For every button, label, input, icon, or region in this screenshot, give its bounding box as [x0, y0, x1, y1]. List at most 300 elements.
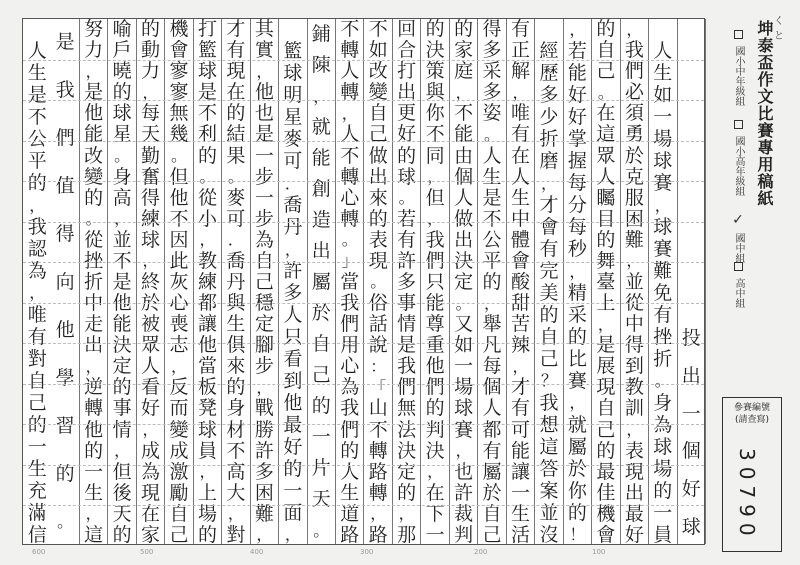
essay-char: 定	[397, 460, 417, 483]
essay-char: 如	[454, 334, 474, 357]
essay-char: 變	[368, 81, 388, 104]
essay-char: 。	[455, 293, 472, 313]
essay-char: ，	[199, 462, 216, 482]
essay-char: 己	[169, 523, 189, 546]
essay-char: 喻	[112, 18, 132, 41]
essay-char: 但	[425, 186, 445, 209]
essay-char: 能	[84, 123, 104, 146]
essay-char: 他	[84, 102, 104, 125]
essay-char: 力	[141, 60, 161, 83]
writing-grid	[22, 18, 705, 545]
essay-char: 多	[482, 81, 502, 104]
grid-row-line	[23, 505, 704, 506]
essay-char: 出	[311, 240, 331, 262]
essay-char: 表	[368, 228, 388, 251]
essay-char: 對	[226, 523, 246, 546]
essay-char: 的	[340, 439, 360, 462]
essay-char: 面	[283, 501, 303, 524]
essay-char: 一	[653, 106, 673, 129]
essay-char: 的	[112, 376, 132, 399]
essay-char: 現	[141, 481, 161, 504]
tick-label: 300	[360, 548, 374, 556]
essay-char: 做	[368, 144, 388, 167]
essay-char: 屬	[311, 271, 331, 293]
essay-char: 多	[397, 270, 417, 293]
essay-char: 個	[681, 440, 701, 463]
essay-char: 陳	[311, 54, 331, 76]
essay-char: 讓	[511, 460, 531, 483]
essay-char: ，	[29, 195, 46, 215]
essay-char: 決	[425, 439, 445, 462]
essay-char: 許	[254, 439, 274, 462]
essay-char: 的	[27, 413, 47, 436]
essay-char: 有	[226, 39, 246, 62]
essay-char: 出	[368, 165, 388, 188]
essay-char: 有	[397, 228, 417, 251]
essay-char: 的	[454, 18, 474, 41]
essay-char: 學	[55, 366, 75, 389]
essay-char: ，	[654, 195, 671, 215]
essay-char: 必	[624, 81, 644, 104]
essay-char: ，	[427, 209, 444, 229]
essay-char: 最	[624, 502, 644, 525]
essay-char: 在	[141, 502, 161, 525]
essay-char: 難	[624, 228, 644, 251]
option-label: 高中組	[733, 278, 744, 309]
essay-char: 的	[482, 270, 502, 293]
essay-char: 有	[482, 439, 502, 462]
essay-char: ，	[398, 504, 415, 524]
essay-char: 球	[283, 62, 303, 85]
tick-label: 100	[592, 548, 606, 556]
essay-char: 一	[681, 402, 701, 425]
essay-char: ，	[626, 251, 643, 271]
essay-char: 此	[169, 249, 189, 272]
essay-char: 一	[254, 186, 274, 209]
essay-char: 身	[112, 165, 132, 188]
option-label: 國小中年級組	[733, 46, 744, 107]
option-senior-high[interactable]	[726, 262, 746, 308]
essay-char: 酸	[511, 270, 531, 293]
essay-char: 這	[539, 435, 559, 458]
essay-char: 苦	[511, 313, 531, 336]
essay-char: 下	[425, 502, 445, 525]
essay-char: 們	[340, 418, 360, 441]
essay-char: 麥	[226, 186, 246, 209]
essay-char: 球	[681, 515, 701, 538]
essay-char: 分	[567, 194, 587, 217]
essay-char: 「	[370, 377, 387, 397]
essay-char: 不	[197, 102, 217, 125]
essay-char: 們	[397, 376, 417, 399]
essay-char: 事	[397, 292, 417, 315]
essay-char: 為	[141, 460, 161, 483]
essay-char: 采	[567, 303, 587, 326]
essay-char: 機	[596, 502, 616, 525]
essay-char: 折	[84, 270, 104, 293]
essay-char: 的	[197, 144, 217, 167]
essay-char: 他	[254, 81, 274, 104]
essay-char: 唯	[27, 303, 47, 326]
essay-char: 轉	[84, 397, 104, 420]
essay-char: 多	[283, 281, 303, 304]
essay-char: 可	[511, 418, 531, 441]
essay-char: ，	[427, 167, 444, 187]
essay-char: 場	[454, 376, 474, 399]
essay-char: 我	[425, 228, 445, 251]
essay-char: 於	[482, 481, 502, 504]
essay-char: ，	[540, 173, 557, 193]
essay-char: 志	[169, 334, 189, 357]
essay-char: 策	[425, 60, 445, 83]
essay-char: 舞	[596, 249, 616, 272]
essay-char: 出	[397, 81, 417, 104]
essay-char: 步	[254, 207, 274, 230]
essay-char: 己	[596, 60, 616, 83]
essay-char: 平	[27, 150, 47, 173]
essay-char: 他	[425, 355, 445, 378]
essay-char: 凡	[482, 334, 502, 357]
essay-char: 的	[567, 325, 587, 348]
essay-char: 會	[539, 216, 559, 239]
essay-char: 天	[311, 488, 331, 510]
essay-char: 己	[596, 418, 616, 441]
checkbox[interactable]	[734, 120, 743, 129]
essay-char: 大	[226, 481, 246, 504]
essay-char: 家	[454, 39, 474, 62]
essay-char: 美	[539, 281, 559, 304]
essay-char: 人	[27, 40, 47, 63]
essay-char: 練	[141, 207, 161, 230]
essay-char: 對	[27, 347, 47, 370]
essay-char: 球	[653, 435, 673, 458]
essay-char: 動	[141, 39, 161, 62]
grid-row-line	[23, 222, 704, 223]
essay-char: 改	[368, 60, 388, 83]
essay-char: 鋪	[311, 23, 331, 45]
essay-char: 練	[197, 270, 217, 293]
essay-char: 多	[539, 84, 559, 107]
essay-char: 步	[254, 165, 274, 188]
essay-char: 灰	[169, 270, 189, 293]
essay-char	[678, 132, 705, 170]
essay-char	[678, 245, 705, 283]
entry-number[interactable]: 30790	[735, 448, 759, 542]
essay-char: 同	[425, 144, 445, 167]
essay-char: 一	[425, 523, 445, 546]
essay-char: 佳	[596, 481, 616, 504]
essay-char: 賽	[653, 238, 673, 261]
essay-char: ，	[114, 209, 131, 229]
essay-char: ，	[284, 525, 301, 544]
essay-char: 路	[368, 460, 388, 483]
essay-char: 不	[340, 18, 360, 41]
essay-char: 只	[283, 325, 303, 348]
essay-char: 自	[27, 369, 47, 392]
essay-char: 能	[567, 62, 587, 85]
essay-char: 生	[84, 481, 104, 504]
essay-char: 挫	[653, 325, 673, 348]
essay-char: 能	[425, 292, 445, 315]
essay-char: 片	[311, 457, 331, 479]
essay-char: 就	[311, 116, 331, 138]
essay-char: 沒	[539, 523, 559, 546]
checkbox[interactable]	[734, 30, 743, 39]
essay-char: 定	[254, 313, 274, 336]
checkbox[interactable]	[734, 262, 743, 271]
essay-char: 轉	[340, 207, 360, 230]
essay-char: 果	[226, 144, 246, 167]
essay-char: 自	[254, 249, 274, 272]
tick-label: 200	[474, 548, 488, 556]
essay-char: 的	[596, 228, 616, 251]
essay-char: 麥	[283, 128, 303, 151]
essay-char: 的	[311, 395, 331, 417]
essay-char: 臺	[596, 270, 616, 293]
essay-char: ，	[284, 239, 301, 259]
essay-char: 與	[425, 81, 445, 104]
essay-char: 高	[112, 186, 132, 209]
essay-char: 一	[283, 479, 303, 502]
essay-char: ，	[142, 420, 159, 440]
essay-char: 改	[84, 144, 104, 167]
essay-char: 每	[141, 102, 161, 125]
essay-char: 他	[197, 334, 217, 357]
essay-char: 勵	[169, 481, 189, 504]
essay-char: 辣	[511, 334, 531, 357]
grid-tick-labels	[22, 546, 705, 560]
essay-char: 活	[511, 523, 531, 546]
essay-char: 能	[454, 123, 474, 146]
essay-char: 喪	[169, 313, 189, 336]
essay-char: 歷	[539, 62, 559, 85]
essay-char: 會	[596, 523, 616, 546]
essay-char: 是	[596, 334, 616, 357]
essay-char: 眾	[141, 334, 161, 357]
essay-char: 信	[27, 523, 47, 546]
essay-char: 其	[254, 18, 274, 41]
essay-char: ，	[484, 293, 501, 313]
option-junior-high[interactable]	[726, 212, 746, 263]
essay-char: 勇	[624, 123, 644, 146]
essay-char: 可	[283, 150, 303, 173]
essay-char: 每	[567, 216, 587, 239]
essay-char: 做	[454, 207, 474, 230]
essay-char: 身	[653, 391, 673, 414]
essay-char: 最	[596, 460, 616, 483]
essay-char: ，	[227, 504, 244, 524]
essay-char: ，	[171, 356, 188, 376]
checkmark-icon[interactable]: ✓	[730, 212, 746, 228]
essay-char: 人	[340, 60, 360, 83]
essay-char	[678, 207, 705, 245]
essay-char: 能	[112, 313, 132, 336]
essay-char: ，	[313, 86, 330, 106]
grid-row-line	[23, 384, 704, 385]
essay-char: ，	[626, 19, 643, 39]
essay-char: 俱	[226, 334, 246, 357]
essay-char: 好	[283, 435, 303, 458]
essay-char: 的	[197, 523, 217, 546]
essay-char: 。	[114, 146, 131, 165]
essay-char: ，	[512, 356, 529, 376]
essay-char: 一	[254, 144, 274, 167]
essay-char: 讓	[197, 313, 217, 336]
essay-char: 不	[368, 18, 388, 41]
essay-char: 心	[340, 355, 360, 378]
essay-char: 磨	[539, 150, 559, 173]
essay-char: 的	[596, 18, 616, 41]
essay-char	[649, 19, 676, 41]
essay-char: 體	[511, 228, 531, 251]
essay-char: 激	[169, 460, 189, 483]
essay-char: 每	[482, 355, 502, 378]
essay-char: 球	[397, 165, 417, 188]
essay-char: 會	[169, 39, 189, 62]
option-elementary-middle[interactable]	[726, 30, 746, 106]
grid-row-line	[23, 465, 704, 466]
essay-char: 。	[654, 371, 671, 391]
essay-char: 的	[425, 18, 445, 41]
essay-char: 中	[624, 313, 644, 336]
essay-char: 小	[197, 207, 217, 230]
essay-char: 寥	[169, 60, 189, 83]
essay-char: 話	[368, 313, 388, 336]
essay-char: 在	[511, 144, 531, 167]
essay-char: 不	[482, 207, 502, 230]
essay-char: 又	[454, 313, 474, 336]
essay-char: 的	[397, 481, 417, 504]
essay-char: 有	[511, 18, 531, 41]
grid-row-line	[23, 100, 704, 101]
essay-char: 是	[112, 270, 132, 293]
essay-char: 決	[425, 39, 445, 62]
essay-char: 凳	[197, 397, 217, 420]
essay-char: 回	[397, 18, 417, 41]
grid-row-line	[23, 343, 704, 344]
essay-char: 機	[169, 18, 189, 41]
essay-char: 出	[454, 228, 474, 251]
corner-mark: くと	[774, 16, 784, 42]
essay-char: 這	[84, 523, 104, 546]
essay-char: 折	[653, 347, 673, 370]
essay-char: 而	[169, 397, 189, 420]
essay-char: 變	[169, 418, 189, 441]
essay-char: 一	[27, 435, 47, 458]
essay-char: 是	[482, 186, 502, 209]
essay-char: 中	[84, 292, 104, 315]
essay-char: 但	[169, 165, 189, 188]
essay-char: 得	[55, 223, 75, 246]
essay-char: 材	[226, 418, 246, 441]
essay-char: 們	[55, 127, 75, 150]
essay-char: 走	[84, 313, 104, 336]
essay-char: 我	[397, 355, 417, 378]
essay-char: 姿	[482, 102, 502, 125]
essay-char: 人	[596, 165, 616, 188]
essay-char: 。	[227, 167, 244, 187]
essay-char: 上	[596, 292, 616, 315]
essay-char: 情	[397, 313, 417, 336]
essay-char: 多	[254, 460, 274, 483]
entry-number-label: 參賽編號 (請查寫)	[733, 403, 770, 425]
essay-char: 道	[340, 502, 360, 525]
essay-char: 曉	[112, 60, 132, 83]
essay-char: 我	[340, 397, 360, 420]
essay-char: 習	[55, 414, 75, 437]
option-label: 國中組	[733, 233, 744, 264]
essay-char: 現	[596, 376, 616, 399]
essay-char: 如	[653, 84, 673, 107]
essay-char: 掌	[567, 128, 587, 151]
essay-char: 的	[226, 376, 246, 399]
essay-char: 俗	[368, 292, 388, 315]
essay-char: 轉	[340, 81, 360, 104]
essay-char: 從	[84, 228, 104, 251]
essay-char	[279, 19, 306, 41]
essay-char: 為	[653, 413, 673, 436]
essay-char: 人	[454, 186, 474, 209]
essay-char: 球	[197, 418, 217, 441]
essay-char: 難	[254, 502, 274, 525]
essay-char: 。	[398, 188, 415, 208]
essay-char: 心	[169, 292, 189, 315]
essay-char: 值	[55, 175, 75, 198]
essay-char: 在	[425, 481, 445, 504]
essay-char: 是	[55, 31, 75, 54]
essay-char: 完	[539, 260, 559, 282]
option-elementary-upper[interactable]	[726, 120, 746, 196]
essay-char: 現	[624, 460, 644, 483]
essay-char: 天	[141, 123, 161, 146]
essay-char: ，	[427, 462, 444, 482]
essay-char: 多	[482, 39, 502, 62]
essay-char: 是	[397, 334, 417, 357]
essay-char: 的	[653, 479, 673, 502]
essay-char: 人	[482, 397, 502, 420]
essay-char: 己	[254, 270, 274, 293]
essay-char: 可	[226, 207, 246, 230]
essay-char: 更	[397, 102, 417, 125]
essay-char: 用	[340, 334, 360, 357]
essay-char: 己	[27, 391, 47, 414]
essay-char: 高	[226, 460, 246, 483]
essay-char: 每	[567, 172, 587, 195]
essay-char: 不	[27, 106, 47, 129]
essay-char: 的	[112, 523, 132, 546]
essay-char: 於	[624, 144, 644, 167]
essay-char: 許	[283, 260, 303, 282]
essay-char: 。	[57, 512, 74, 532]
essay-char: 。	[85, 209, 102, 229]
essay-char: 我	[624, 39, 644, 62]
essay-char: 路	[368, 523, 388, 546]
essay-char: 才	[226, 18, 246, 41]
essay-char: 少	[539, 106, 559, 129]
essay-char: 從	[624, 292, 644, 315]
essay-char: 出	[624, 481, 644, 504]
essay-char: 他	[283, 391, 303, 414]
essay-char: 的	[141, 18, 161, 41]
essay-char: 人	[340, 123, 360, 146]
essay-char: 們	[624, 60, 644, 83]
essay-char: 決	[454, 249, 474, 272]
essay-char: ，	[114, 441, 131, 461]
essay-char: ，	[341, 103, 358, 123]
essay-char: 法	[397, 418, 417, 441]
essay-char: 是	[27, 84, 47, 107]
essay-char: 好	[567, 84, 587, 107]
